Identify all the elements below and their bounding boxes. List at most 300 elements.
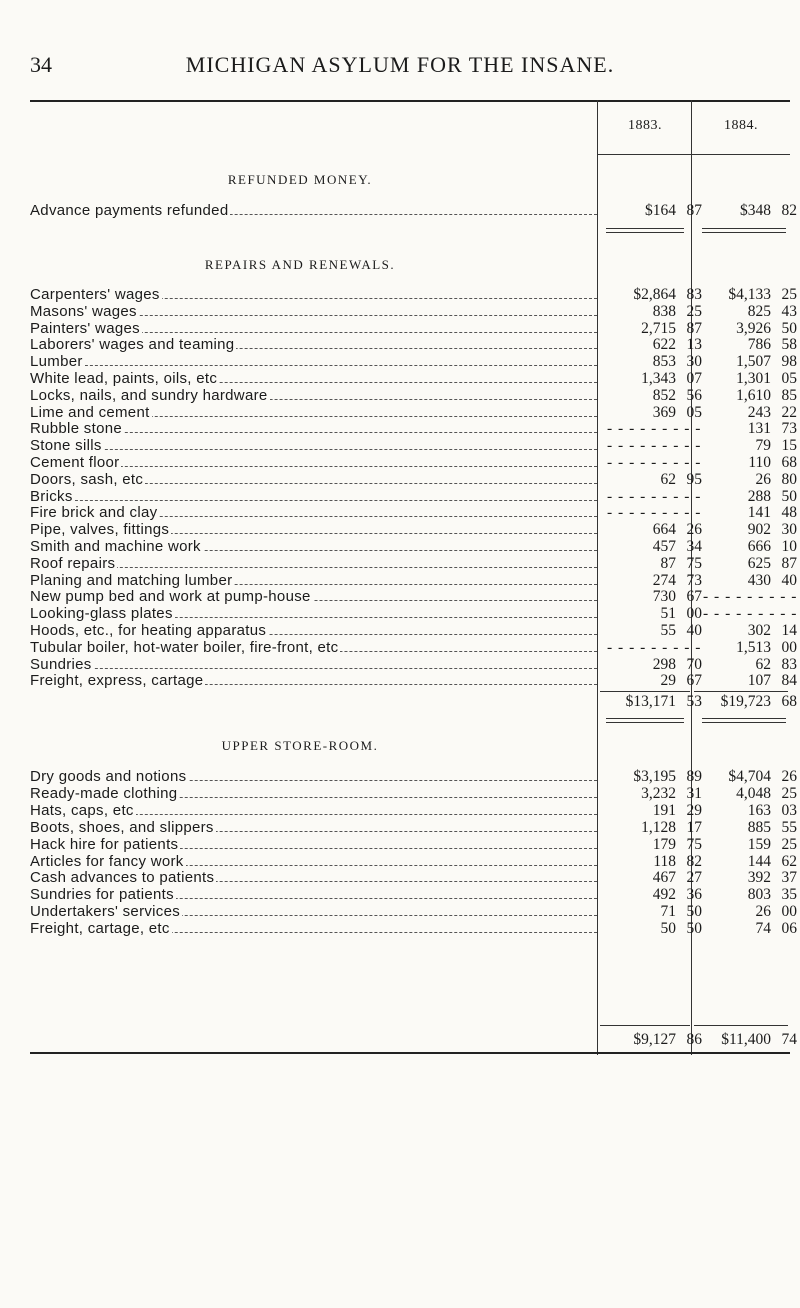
amount-dollars: 26	[755, 470, 771, 488]
amount-cents: 26	[686, 521, 702, 539]
amount-dollars: 1,507	[736, 353, 771, 371]
amount-cents: 05	[781, 370, 797, 387]
amount-dollars: 430	[747, 571, 771, 589]
row-label	[30, 555, 597, 572]
amount-1884	[696, 370, 797, 387]
amount-cents: 29	[686, 801, 702, 819]
amount-blank: - - - - - - - - -	[703, 588, 798, 606]
table-row	[0, 639, 800, 656]
amount-1884	[696, 622, 797, 639]
amount-1883	[601, 835, 702, 853]
amount-cents: 30	[781, 521, 797, 539]
section-title-repairs: REPAIRS AND RENEWALS.	[204, 257, 396, 272]
amount-cents: 53	[686, 693, 702, 710]
table-row	[0, 819, 800, 836]
amount-cents: 14	[781, 622, 797, 639]
amount-dollars: 159	[747, 835, 771, 853]
amount-cents: 98	[781, 353, 797, 371]
amount-1883	[601, 202, 702, 219]
amount-1883	[601, 920, 702, 938]
amount-dollars: $19,723	[720, 693, 771, 710]
amount-dollars: 26	[755, 903, 771, 921]
amount-1884	[696, 852, 797, 870]
row-label	[30, 903, 597, 920]
amount-dollars: 730	[652, 588, 676, 606]
amount-dollars: $9,127	[633, 1031, 676, 1048]
amount-1884	[696, 672, 797, 690]
amount-1883	[601, 336, 702, 354]
row-label-text: Carpenters' wages	[30, 286, 160, 303]
row-label-text: Freight, cartage, etc	[30, 920, 170, 938]
amount-cents: 86	[686, 1031, 702, 1048]
amount-1883	[601, 521, 702, 539]
amount-cents: 58	[781, 336, 797, 354]
row-label-text: Laborers' wages and teaming	[30, 336, 235, 354]
amount-cents: 89	[686, 768, 702, 785]
amount-blank: - - - - - - - - -	[607, 437, 702, 455]
amount-1883	[601, 504, 702, 522]
row-label-text: Sundries for patients	[30, 886, 174, 904]
amount-1884	[696, 302, 797, 320]
amount-cents: 40	[686, 622, 702, 639]
table-row	[0, 370, 800, 387]
amount-cents: 25	[781, 784, 797, 802]
row-label	[30, 353, 597, 370]
table-row	[0, 387, 800, 404]
amount-1883	[601, 1031, 702, 1048]
row-label-text: Articles for fancy work	[30, 852, 184, 870]
amount-dollars: 118	[653, 852, 676, 870]
table-row	[0, 538, 800, 555]
row-label	[30, 886, 597, 903]
amount-cents: 48	[781, 504, 797, 522]
amount-dollars: 369	[652, 403, 676, 421]
row-label-text: Rubble stone	[30, 420, 122, 438]
table-row	[0, 672, 800, 689]
amount-cents: 80	[781, 470, 797, 488]
amount-blank: - - - - - - - - -	[607, 638, 702, 656]
table-row	[0, 404, 800, 421]
amount-1883	[601, 672, 702, 690]
row-label	[30, 286, 597, 303]
row-label-text: Ready-made clothing	[30, 784, 178, 802]
amount-dollars: 87	[660, 554, 676, 572]
amount-cents: 95	[686, 470, 702, 488]
amount-dollars: 243	[747, 403, 771, 421]
amount-dollars: 885	[747, 818, 771, 836]
amount-cents: 00	[781, 903, 797, 921]
row-label-text: Smith and machine work	[30, 538, 201, 555]
row-label	[30, 672, 597, 689]
amount-dollars: 622	[652, 336, 676, 354]
amount-1883	[601, 470, 702, 488]
row-label	[30, 387, 597, 404]
amount-dollars: 50	[660, 920, 676, 938]
amount-cents: 56	[686, 386, 702, 404]
amount-dollars: 288	[747, 487, 771, 505]
amount-cents: 85	[781, 386, 797, 404]
table-row	[0, 286, 800, 303]
amount-dollars: $164	[645, 202, 676, 219]
amount-1883	[601, 622, 702, 639]
row-label	[30, 639, 597, 656]
row-label	[30, 768, 597, 785]
amount-dollars: $2,864	[633, 286, 676, 303]
amount-cents: 84	[781, 672, 797, 690]
amount-blank: - - - - - - - - -	[703, 605, 798, 623]
double-rule-1884	[702, 228, 786, 233]
double-rule-1883	[606, 718, 684, 723]
table-row	[0, 853, 800, 870]
row-label-text: Painters' wages	[30, 319, 140, 337]
row-label-text: Looking-glass plates	[30, 605, 173, 623]
amount-dollars: 467	[652, 869, 676, 887]
amount-cents: 75	[686, 835, 702, 853]
section-title-store: UPPER STORE-ROOM.	[221, 738, 379, 753]
row-label	[30, 336, 597, 353]
row-label-text: Locks, nails, and sundry hardware	[30, 386, 268, 404]
amount-cents: 25	[686, 302, 702, 320]
amount-cents: 17	[686, 818, 702, 836]
amount-1883	[601, 403, 702, 421]
amount-dollars: 2,715	[641, 319, 676, 337]
amount-cents: 07	[686, 370, 702, 387]
amount-1883	[601, 818, 702, 836]
amount-1883	[601, 852, 702, 870]
table-row	[0, 605, 800, 622]
amount-cents: 43	[781, 302, 797, 320]
amount-cents: 00	[686, 605, 702, 623]
table-row	[0, 437, 800, 454]
row-label-text: Freight, express, cartage	[30, 672, 204, 690]
row-label	[30, 588, 597, 605]
column-header-1883: 1883.	[628, 118, 662, 133]
amount-1884	[696, 588, 798, 606]
amount-cents: 73	[781, 420, 797, 438]
amount-cents: 34	[686, 538, 702, 555]
row-label-text: Sundries	[30, 655, 92, 673]
running-title: MICHIGAN ASYLUM FOR THE INSANE.	[185, 52, 615, 77]
row-label	[30, 202, 597, 219]
amount-1884	[696, 903, 797, 921]
row-label-text: Bricks	[30, 487, 73, 505]
amount-1884	[696, 784, 797, 802]
amount-1883	[601, 869, 702, 887]
row-label-text: Fire brick and clay	[30, 504, 158, 522]
amount-dollars: 1,610	[736, 386, 771, 404]
amount-dollars: 302	[747, 622, 771, 639]
amount-1884	[696, 571, 797, 589]
table-row	[0, 886, 800, 903]
row-label-text: Hack hire for patients	[30, 835, 179, 853]
amount-dollars: 786	[747, 336, 771, 354]
table-row	[0, 521, 800, 538]
row-label-text: New pump bed and work at pump-house	[30, 588, 311, 606]
amount-1884	[696, 454, 797, 471]
amount-cents: 55	[781, 818, 797, 836]
row-label-text: White lead, paints, oils, etc	[30, 370, 218, 387]
row-label	[30, 538, 597, 555]
amount-cents: 50	[686, 920, 702, 938]
column-header-1884: 1884.	[724, 118, 758, 133]
table-row	[0, 303, 800, 320]
table-row	[0, 656, 800, 673]
amount-dollars: $4,133	[728, 286, 771, 303]
row-label-text: Roof repairs	[30, 554, 116, 572]
amount-cents: 87	[686, 202, 702, 219]
amount-dollars: 625	[747, 554, 771, 572]
row-label	[30, 819, 597, 836]
row-label	[30, 521, 597, 538]
table-row	[0, 622, 800, 639]
amount-cents: 74	[781, 1031, 797, 1048]
total-rule-1884	[694, 691, 788, 692]
amount-cents: 06	[781, 920, 797, 938]
amount-cents: 87	[686, 319, 702, 337]
row-label	[30, 836, 597, 853]
table-row	[0, 320, 800, 337]
amount-1883	[601, 571, 702, 589]
double-rule-1883	[606, 228, 684, 233]
amount-1883	[601, 638, 702, 656]
row-label	[30, 785, 597, 802]
amount-1884	[696, 437, 797, 455]
amount-dollars: $11,400	[721, 1031, 771, 1048]
amount-dollars: 163	[747, 801, 771, 819]
amount-1884	[696, 768, 797, 785]
row-label-text: Masons' wages	[30, 302, 137, 320]
amount-dollars: 853	[652, 353, 676, 371]
amount-cents: 82	[781, 202, 797, 219]
amount-cents: 25	[781, 286, 797, 303]
amount-1883	[601, 655, 702, 673]
amount-cents: 87	[781, 554, 797, 572]
amount-cents: 05	[686, 403, 702, 421]
amount-cents: 83	[781, 655, 797, 673]
amount-blank: - - - - - - - - -	[607, 454, 702, 471]
page-header	[30, 52, 770, 82]
row-label-text: Undertakers' services	[30, 903, 181, 921]
amount-dollars: 131	[747, 420, 771, 438]
amount-cents: 50	[781, 487, 797, 505]
amount-1883	[601, 353, 702, 371]
amount-1884	[696, 605, 798, 623]
amount-dollars: 179	[652, 835, 676, 853]
table-row	[0, 802, 800, 819]
amount-cents: 13	[686, 336, 702, 354]
amount-1884	[696, 386, 797, 404]
amount-cents: 82	[686, 852, 702, 870]
table-row	[0, 202, 800, 219]
table-row	[0, 903, 800, 920]
row-label	[30, 656, 597, 673]
row-label	[30, 802, 597, 819]
amount-1884	[696, 801, 797, 819]
row-label-text: Hoods, etc., for heating apparatus	[30, 622, 267, 639]
table-row	[0, 555, 800, 572]
amount-1884	[696, 403, 797, 421]
amount-1883	[601, 420, 702, 438]
amount-dollars: 457	[652, 538, 676, 555]
amount-1884	[696, 1031, 797, 1048]
row-label-text: Stone sills	[30, 437, 102, 455]
table-row	[0, 920, 800, 937]
row-label-text: Boots, shoes, and slippers	[30, 818, 214, 836]
section-title-refunded: REFUNDED MONEY.	[227, 172, 373, 187]
total-rule-1883	[600, 691, 690, 692]
row-label-text: Doors, sash, etc	[30, 470, 144, 488]
header-rule-1883	[598, 154, 691, 155]
amount-1883	[601, 454, 702, 471]
amount-cents: 67	[686, 588, 702, 606]
row-label	[30, 622, 597, 639]
amount-cents: 73	[686, 571, 702, 589]
amount-1884	[696, 655, 797, 673]
amount-dollars: $13,171	[625, 693, 676, 710]
amount-1884	[696, 521, 797, 539]
row-label-text: Lumber	[30, 353, 83, 371]
amount-1883	[601, 487, 702, 505]
bottom-rule	[30, 1052, 790, 1054]
amount-cents: 31	[686, 784, 702, 802]
row-label-text: Advance payments refunded	[30, 202, 229, 219]
row-label-text: Cement floor	[30, 454, 120, 471]
amount-cents: 40	[781, 571, 797, 589]
table-row	[0, 504, 800, 521]
row-label	[30, 471, 597, 488]
amount-cents: 35	[781, 886, 797, 904]
amount-1883	[601, 319, 702, 337]
amount-1884	[696, 835, 797, 853]
amount-dollars: 803	[747, 886, 771, 904]
amount-cents: 30	[686, 353, 702, 371]
table-row	[0, 420, 800, 437]
amount-dollars: 666	[747, 538, 771, 555]
amount-1883	[601, 801, 702, 819]
amount-1884	[696, 420, 797, 438]
amount-cents: 37	[781, 869, 797, 887]
table-row	[0, 572, 800, 589]
double-rule-1884	[702, 718, 786, 723]
total-rule-1883	[600, 1025, 690, 1026]
amount-1884	[696, 538, 797, 555]
amount-dollars: $4,704	[728, 768, 771, 785]
page-number: 34	[30, 52, 52, 77]
amount-1884	[696, 470, 797, 488]
amount-dollars: 1,128	[641, 818, 676, 836]
amount-cents: 15	[781, 437, 797, 455]
amount-dollars: 274	[652, 571, 676, 589]
amount-dollars: 838	[652, 302, 676, 320]
total-row	[0, 693, 800, 710]
row-label	[30, 920, 597, 937]
amount-dollars: 1,513	[736, 638, 771, 656]
table-row	[0, 353, 800, 370]
amount-dollars: 3,926	[736, 319, 771, 337]
row-label	[30, 303, 597, 320]
amount-blank: - - - - - - - - -	[607, 420, 702, 438]
amount-dollars: 74	[755, 920, 771, 938]
amount-cents: 00	[781, 638, 797, 656]
table-row	[0, 785, 800, 802]
amount-1883	[601, 693, 702, 710]
amount-1883	[601, 386, 702, 404]
amount-blank: - - - - - - - - -	[607, 487, 702, 505]
amount-dollars: 29	[660, 672, 676, 690]
amount-cents: 67	[686, 672, 702, 690]
amount-1883	[601, 302, 702, 320]
amount-cents: 25	[781, 835, 797, 853]
row-label	[30, 869, 597, 886]
table-row	[0, 836, 800, 853]
amount-cents: 50	[781, 319, 797, 337]
amount-cents: 75	[686, 554, 702, 572]
total-row	[0, 1031, 800, 1048]
amount-dollars: $3,195	[633, 768, 676, 785]
amount-1883	[601, 286, 702, 303]
amount-cents: 50	[686, 903, 702, 921]
table-row	[0, 336, 800, 353]
amount-cents: 22	[781, 403, 797, 421]
amount-cents: 70	[686, 655, 702, 673]
top-rule	[30, 100, 790, 102]
row-label	[30, 454, 597, 471]
amount-1884	[696, 638, 797, 656]
amount-dollars: 62	[660, 470, 676, 488]
amount-1883	[601, 605, 702, 623]
amount-cents: 26	[781, 768, 797, 785]
row-label-text: Cash advances to patients	[30, 869, 215, 887]
row-label-text: Tubular boiler, hot-water boiler, fire-front, etc	[30, 638, 339, 656]
amount-1883	[601, 437, 702, 455]
amount-cents: 68	[781, 693, 797, 710]
row-label-text: Dry goods and notions	[30, 768, 187, 785]
header-rule-1884	[692, 154, 790, 155]
amount-1884	[696, 202, 797, 219]
amount-1884	[696, 693, 797, 710]
amount-1883	[601, 784, 702, 802]
amount-dollars: 71	[660, 903, 676, 921]
amount-dollars: 3,232	[641, 784, 676, 802]
amount-dollars: 298	[652, 655, 676, 673]
row-label-text: Lime and cement	[30, 403, 150, 421]
amount-cents: 68	[781, 454, 797, 471]
row-label	[30, 437, 597, 454]
amount-1884	[696, 869, 797, 887]
amount-dollars: 392	[747, 869, 771, 887]
amount-dollars: 62	[755, 655, 771, 673]
amount-1883	[601, 903, 702, 921]
row-label-text: Pipe, valves, fittings	[30, 521, 170, 539]
amount-1883	[601, 886, 702, 904]
table-row	[0, 588, 800, 605]
amount-1883	[601, 588, 702, 606]
amount-cents: 03	[781, 801, 797, 819]
amount-1884	[696, 286, 797, 303]
amount-dollars: 144	[747, 852, 771, 870]
amount-1884	[696, 554, 797, 572]
amount-dollars: 55	[660, 622, 676, 639]
amount-dollars: 852	[652, 386, 676, 404]
row-label	[30, 488, 597, 505]
amount-1883	[601, 554, 702, 572]
amount-1884	[696, 319, 797, 337]
amount-cents: 10	[781, 538, 797, 555]
amount-dollars: 107	[747, 672, 771, 690]
table-row	[0, 488, 800, 505]
table-row	[0, 869, 800, 886]
amount-dollars: 51	[660, 605, 676, 623]
